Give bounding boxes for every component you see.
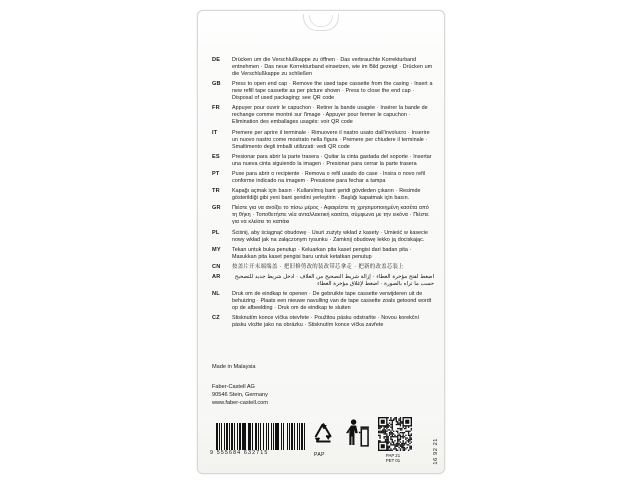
eco-icons-row [308,415,424,463]
barcode [210,423,310,459]
blister-card-back [197,10,445,474]
company-website: www.faber-castell.com [212,400,268,407]
instruction-text: 按盖片开末端端盖 · 把旧修剪改的装改带芯拿走 · 把新的改盖芯装上 [232,263,404,270]
tidyman-label-line2: PET 01 [385,458,401,464]
tidyman-label [374,453,412,463]
language-code: AR [212,274,221,281]
instruction-row [212,205,434,226]
instruction-text: Stisknutím konce víčka otevřete · Použitou pásku odstraňte · Novou korekční pásku vložte jako na obrázku · Stisknutím konce víčka zavřete [232,315,419,329]
language-code: CN [212,263,221,270]
hang-hole [309,15,333,27]
language-code: IT [212,129,218,136]
instruction-text: Druk om de eindkap te openen · De gebruikte tape cassette verwijderen uit de behuizing · Plaats een nieuwe navulling van de tape cassette zoals getoond wordt op de afbeelding · Druk om de eindkap te sluiten [232,291,432,312]
instruction-row [212,230,434,244]
instruction-text: Presionar para abrir la parte trasera · Quitar la cinta gastada del soporte · Insertar una nueva cinta siguiendo la imagen · Presionar para cerrar la parte trasera [232,153,432,167]
company-address: 90546 Stein, Germany [212,392,268,399]
instruction-row [212,81,434,102]
company-name: Faber-Castell AG [212,384,255,390]
instruction-text: Premere per aprire il terminale · Rimuovere il nastro usato dall'involucro · Inserire un nuovo nastro come mostrato nella figura · Premere per chiudere il terminale · Smaltimento degli imballi utilizzati: vedi QR code [232,129,430,150]
instruction-row [212,105,434,126]
instruction-text: اضغط لفتح مؤخرة الغطاء · إزالة شريط التصحيح من الغلاف · ادخل شريط جديد للتصحيح حسب ما تراه بالصورة · اضغط لإغلاق مؤخرة الغطاء [234,274,434,288]
mobius-label: PAP [314,452,325,458]
instructions-block [212,57,434,333]
instruction-row [212,57,434,78]
instruction-text: Πιέστε για να ανοίξει το πίσω μέρος · Αφαιρέστε τη χρησιμοποιημένη κασέτα από τη θήκη · Τοποθετήστε νέα ανταλλακτική κασέτα, σύμφωνα με την εικόνα · Πιέστε για να κλείσει το καπάκι [232,205,429,226]
language-code: GR [212,205,221,212]
language-code: MY [212,246,221,253]
language-code: CZ [212,315,220,322]
instruction-row [212,171,434,185]
barcode-digits: 9 555684 632715 [210,450,269,456]
recycle-mobius-icon [308,419,338,458]
company-block [212,383,342,408]
made-in-label: Made in Malaysia [212,364,256,370]
language-code: PT [212,170,220,177]
instruction-row [212,130,434,151]
instruction-row [212,188,434,202]
instruction-row [212,315,434,329]
tidyman-bin-icon [344,417,401,464]
instruction-row [212,264,434,271]
instruction-text: Appuyer pour ouvrir le capuchon · Retirer la bande usagée · Insérer la bande de rechange comme montré sur l'image · Appuyer pour fermer le capuchon · Elimination des emballages usagés: voir QR code [232,105,428,126]
instruction-text: Drücken um die Verschlußkappe zu öffnen · Das verbrauchte Korrekturband entnehmen · Das neue Korrekturband einsetzen, wie im Bild gezeigt · Drücken um die Verschlußkappe zu schließen [232,57,433,77]
qr-code-icon [378,417,412,451]
instruction-row [212,154,434,168]
language-code: PL [212,229,220,236]
language-code: NL [212,291,220,298]
instruction-row [212,291,434,312]
instruction-text: Ściśnij, aby ściągnąć obudowę · Usuń zużyty wkład z kasety · Umieść w kasecie nowy wkład jak na załączonym rysunku · Zamknij obudowę lekko ją dociskając. [232,229,428,243]
instruction-text: Kapağı açmak için basın · Kullanılmış bant şeridi gövdeden çıkarın · Resimde gösterildiği gibi yeni bant şeridini yerleştirin · Başlığı kapatmak için basın. [232,188,421,202]
tidyman-label-line1: PAP 21 [385,453,401,458]
instruction-row [212,274,434,288]
language-code: GB [212,81,221,88]
instruction-text: Puxe para abrir o recipiente · Remova o refil usado do case · Insira o novo refil conforme indicado na imagem · Pressione para fechar a tampa [232,170,425,184]
language-code: FR [212,105,220,112]
language-code: ES [212,153,220,160]
barcode-bars [216,423,308,450]
language-code: TR [212,188,220,195]
instruction-row [212,247,434,261]
instruction-text: Tekan untuk buka penutup · Keluarkan pita kaset pengisi dari badan pita · Masukkan pita kaset pengisi baru untuk ketatkan penutup [232,246,412,260]
language-code: DE [212,57,221,63]
instruction-text: Press to open end cap · Remove the used tape cassette from the casing · Insert a new refill tape cassette as per picture shown · Press to close the end cap · Disposal of used packaging: see QR code [232,81,433,102]
side-code: 16 92 21 [433,438,439,465]
